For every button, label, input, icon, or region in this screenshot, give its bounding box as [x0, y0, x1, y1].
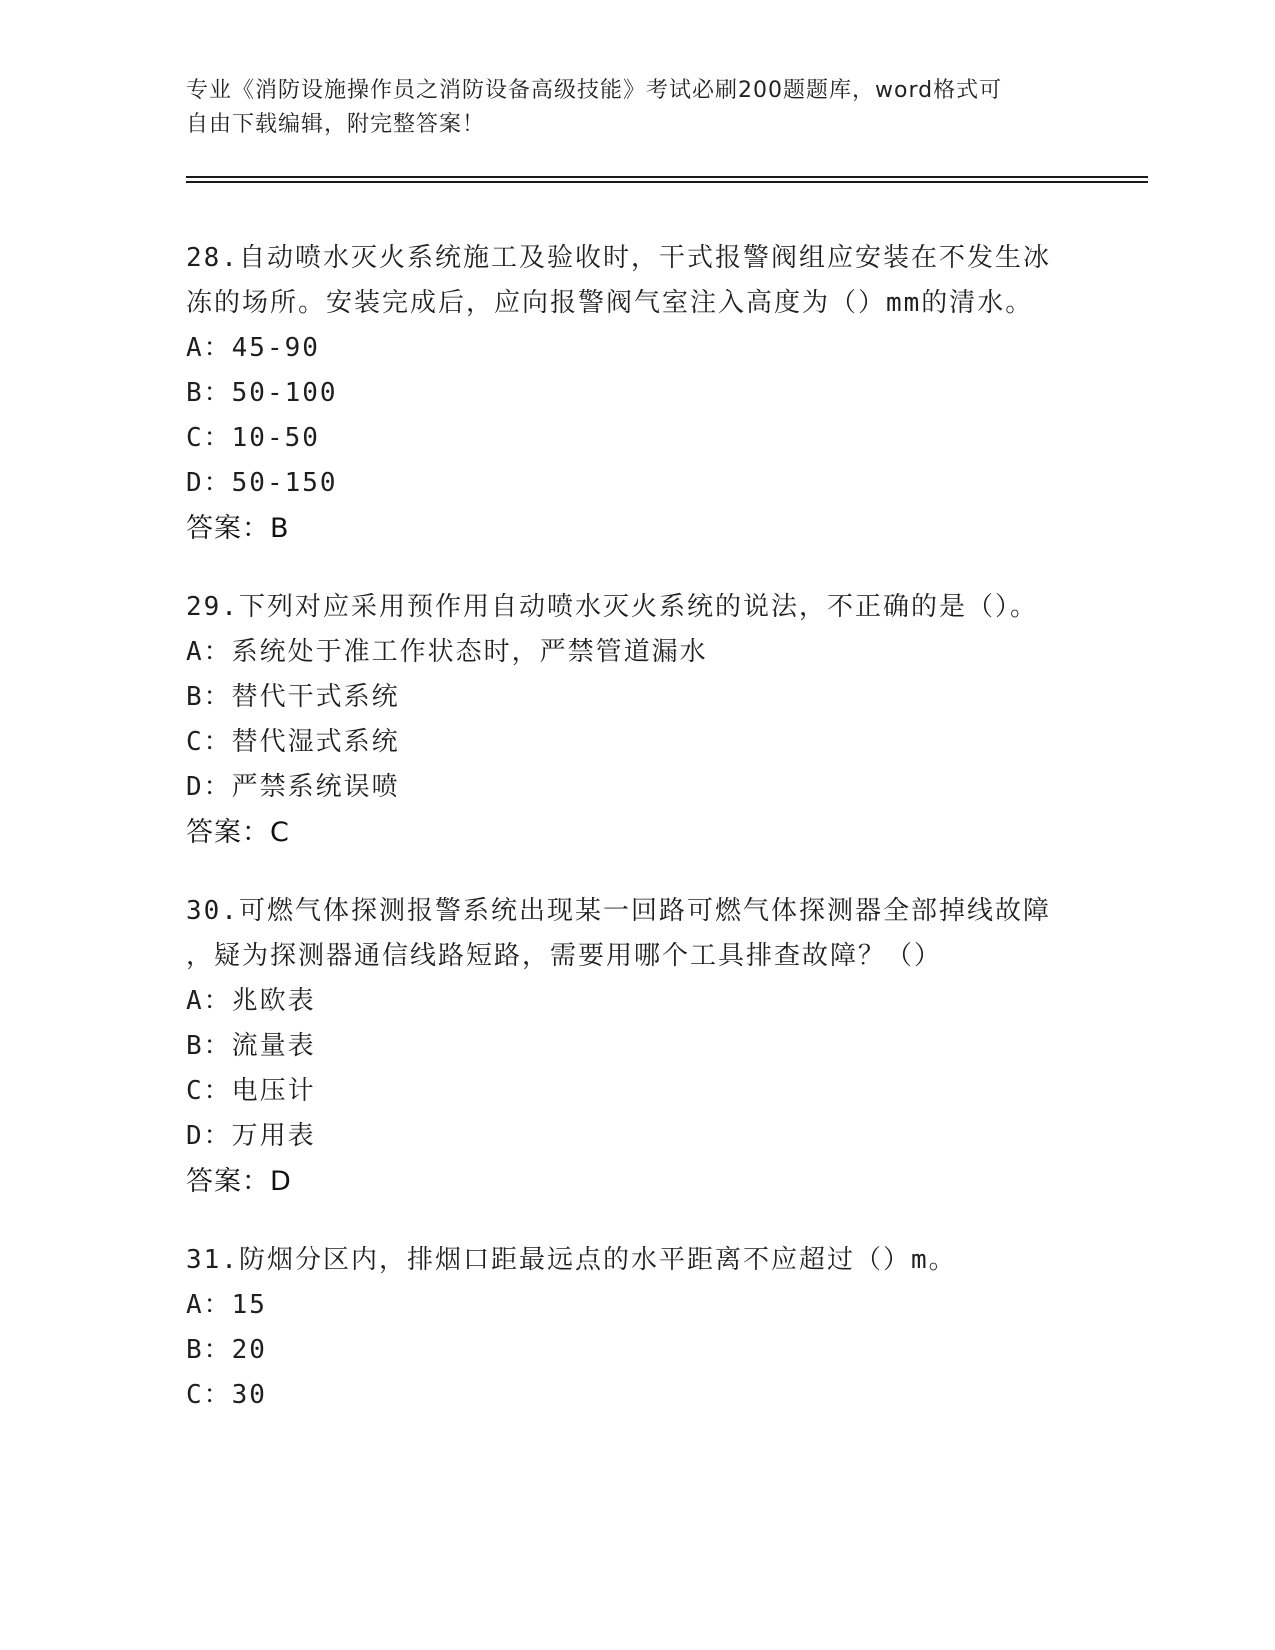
document-header — [186, 74, 1086, 142]
header-line-1: 专业《消防设施操作员之消防设备高级技能》考试必刷200题题库，word格式可 — [186, 78, 1003, 103]
option-a: A：系统处于准工作状态时，严禁管道漏水 — [186, 637, 708, 667]
option-b: B：20 — [186, 1335, 267, 1365]
question-30 — [186, 889, 1086, 1204]
stem-line: 31.防烟分区内，排烟口距最远点的水平距离不应超过（）m。 — [186, 1245, 957, 1275]
question-stem — [186, 889, 1086, 979]
stem-line: ，疑为探测器通信线路短路，需要用哪个工具排查故障？（） — [186, 941, 943, 971]
stem-line: 冻的场所。安装完成后，应向报警阀气室注入高度为（）mm的清水。 — [186, 288, 1034, 318]
question-stem — [186, 1238, 1086, 1283]
option-b: B：50-100 — [186, 378, 338, 408]
answer: 答案：B — [186, 513, 290, 544]
option-d: D：50-150 — [186, 468, 338, 498]
header-divider-top — [186, 176, 1148, 178]
question-stem — [186, 585, 1086, 630]
question-stem — [186, 236, 1086, 326]
option-d: D：严禁系统误喷 — [186, 772, 400, 802]
header-divider-bottom — [186, 181, 1148, 183]
option-c: C：电压计 — [186, 1076, 316, 1106]
answer: 答案：D — [186, 1166, 292, 1197]
stem-line: 30.可燃气体探测报警系统出现某一回路可燃气体探测器全部掉线故障 — [186, 896, 1051, 926]
stem-line: 28.自动喷水灭火系统施工及验收时，干式报警阀组应安装在不发生冰 — [186, 243, 1051, 273]
question-list — [186, 236, 1086, 1452]
option-d: D：万用表 — [186, 1121, 316, 1151]
question-29 — [186, 585, 1086, 855]
option-c: C：30 — [186, 1380, 267, 1410]
question-28 — [186, 236, 1086, 551]
stem-line: 29.下列对应采用预作用自动喷水灭火系统的说法，不正确的是（）。 — [186, 592, 1038, 622]
option-b: B：流量表 — [186, 1031, 316, 1061]
option-a: A：15 — [186, 1290, 267, 1320]
answer: 答案：C — [186, 817, 290, 848]
option-b: B：替代干式系统 — [186, 682, 400, 712]
option-c: C：替代湿式系统 — [186, 727, 400, 757]
option-a: A：45-90 — [186, 333, 320, 363]
option-c: C：10-50 — [186, 423, 320, 453]
question-31 — [186, 1238, 1086, 1418]
header-line-2: 自由下载编辑，附完整答案！ — [186, 112, 486, 137]
option-a: A：兆欧表 — [186, 986, 316, 1016]
